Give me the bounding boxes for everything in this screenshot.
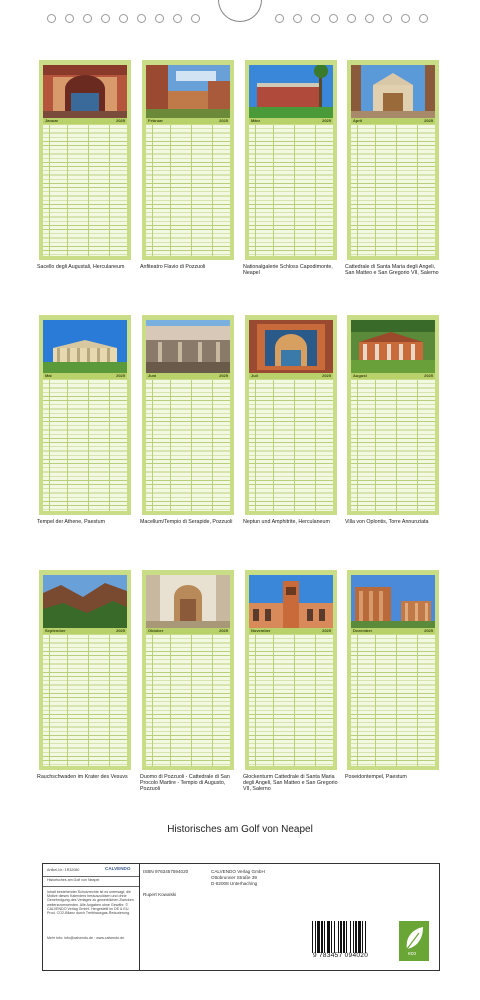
- month-name: Mai: [45, 373, 52, 378]
- month-name: Juli: [251, 373, 258, 378]
- month-card: [142, 570, 234, 770]
- month-name: August: [353, 373, 367, 378]
- month-header: [146, 118, 230, 124]
- calendar-title: Historisches am Golf von Neapel: [167, 824, 313, 835]
- month-card: [142, 60, 234, 260]
- month-year: 2025: [424, 118, 433, 123]
- article-number: Artikel-Nr.: 1R32080: [47, 868, 80, 872]
- binding-hole: [293, 14, 302, 23]
- month-card: [39, 60, 131, 260]
- eco-label: eco: [408, 951, 417, 957]
- photo-caption: Poseidontempel, Paestum: [345, 774, 407, 780]
- photo-caption: Sacello degli Augustali, Herculaneum: [37, 264, 125, 270]
- binding-hole: [347, 14, 356, 23]
- day-grid: [43, 635, 127, 766]
- month-photo: [43, 320, 127, 373]
- publisher-name: CALVENDO Verlag GmbH: [211, 869, 265, 874]
- photo-caption: Nationalgalerie Schloss Capodimonte, Neapel: [243, 264, 333, 277]
- month-name: Februar: [148, 118, 163, 123]
- product-subtitle: Historisches am Golf von Neapel: [47, 878, 100, 882]
- month-year: 2025: [116, 118, 125, 123]
- binding-hole: [101, 14, 110, 23]
- month-name: April: [353, 118, 363, 123]
- binding-hole: [83, 14, 92, 23]
- day-grid: [249, 635, 333, 766]
- month-name: Januar: [45, 118, 59, 123]
- month-photo: [249, 65, 333, 118]
- month-header: [249, 373, 333, 379]
- binding-hole: [155, 14, 164, 23]
- month-year: 2025: [219, 118, 228, 123]
- day-grid: [43, 125, 127, 256]
- month-photo: [146, 320, 230, 373]
- month-name: Juni: [148, 373, 157, 378]
- month-card: [245, 60, 337, 260]
- month-header: [43, 118, 127, 124]
- photo-caption: Neptun und Amphitrite, Herculaneum: [243, 519, 330, 525]
- month-year: 2025: [322, 628, 331, 633]
- day-grid: [249, 125, 333, 256]
- day-grid: [146, 635, 230, 766]
- photo-caption: Macellum/Tempio di Serapide, Pozzuoli: [140, 519, 233, 525]
- binding-hole: [419, 14, 428, 23]
- photo-caption: Tempel der Athene, Paestum: [37, 519, 106, 525]
- product-info-box: [42, 863, 440, 971]
- day-grid: [146, 380, 230, 511]
- photo-caption: Glockenturm Cattedrale di Santa Maria degli Angeli, San Matteo e San Gregorio VII, Salerno: [243, 774, 338, 793]
- eco-logo: [399, 921, 429, 961]
- month-header: [43, 628, 127, 634]
- month-card: [39, 570, 131, 770]
- month-header: [249, 628, 333, 634]
- month-name: Dezember: [353, 628, 373, 633]
- month-name: September: [45, 628, 66, 633]
- photo-caption: Cattedrale di Santa Maria degli Angeli, San Matteo e San Gregorio VII, Salerno: [345, 264, 439, 277]
- binding-hole: [329, 14, 338, 23]
- binding-hole: [173, 14, 182, 23]
- binding-hole: [47, 14, 56, 23]
- month-name: November: [251, 628, 271, 633]
- binding-hole: [191, 14, 200, 23]
- month-year: 2025: [219, 373, 228, 378]
- month-year: 2025: [116, 628, 125, 633]
- month-card: [39, 315, 131, 515]
- month-photo: [351, 320, 435, 373]
- publisher-city: D-82008 Unterhaching: [211, 881, 258, 886]
- month-header: [146, 628, 230, 634]
- month-card: [245, 315, 337, 515]
- binding-hole: [275, 14, 284, 23]
- month-year: 2025: [424, 373, 433, 378]
- binding-hole: [65, 14, 74, 23]
- month-card: [347, 60, 439, 260]
- month-header: [146, 373, 230, 379]
- binding-hole: [119, 14, 128, 23]
- month-year: 2025: [424, 628, 433, 633]
- month-photo: [249, 320, 333, 373]
- binding-hole: [401, 14, 410, 23]
- day-grid: [43, 380, 127, 511]
- day-grid: [249, 380, 333, 511]
- month-card: [245, 570, 337, 770]
- month-photo: [351, 65, 435, 118]
- month-year: 2025: [219, 628, 228, 633]
- month-photo: [43, 65, 127, 118]
- binding-hole: [383, 14, 392, 23]
- photo-caption: Villa von Oplontis, Torre Annunziata: [345, 519, 429, 525]
- photo-caption: Anfiteatro Flavio di Pozzuoli: [140, 264, 206, 270]
- author: Rupert Kowalski: [143, 892, 177, 897]
- day-grid: [146, 125, 230, 256]
- binding-hole: [137, 14, 146, 23]
- month-header: [43, 373, 127, 379]
- publisher-street: Ottobrunner Straße 39: [211, 875, 257, 880]
- calvendo-logo: CALVENDO: [105, 866, 131, 871]
- month-photo: [249, 575, 333, 628]
- month-photo: [146, 65, 230, 118]
- binding-hole: [365, 14, 374, 23]
- month-card: [347, 570, 439, 770]
- month-card: [347, 315, 439, 515]
- month-name: März: [251, 118, 261, 123]
- day-grid: [351, 380, 435, 511]
- hanger-cutout: [218, 0, 262, 22]
- month-header: [351, 373, 435, 379]
- binding-hole: [311, 14, 320, 23]
- month-photo: [351, 575, 435, 628]
- month-card: [142, 315, 234, 515]
- legal-disclaimer: Inhalt bestehender Schutzrechte ist es untersagt, die Motive dieses Kalenders herauszulösen und ohne Genehmigung des Verlages zu gewerblichen Zwecken weiterzuverwenden. Alle Angaben ohne Gewähr. © CALVENDO Verlag GmbH. Hergestellt im DE & EU. Prod. CO2-Bilanz durch Treibhausgas-Reduzierung.: [47, 890, 134, 916]
- month-year: 2025: [116, 373, 125, 378]
- day-grid: [351, 635, 435, 766]
- month-name: Oktober: [148, 628, 164, 633]
- month-photo: [146, 575, 230, 628]
- barcode-number: 9 783457 094020: [313, 952, 369, 959]
- month-header: [249, 118, 333, 124]
- month-year: 2025: [322, 118, 331, 123]
- web-info: Mehr Info: info@calvendo.de · www.calvendo.de: [47, 936, 125, 940]
- isbn: ISBN 9783457594020: [143, 869, 189, 874]
- photo-caption: Duomo di Pozzuoli - Cattedrale di San Procolo Martire - Tempio di Augusto, Pozzuoli: [140, 774, 230, 793]
- month-photo: [43, 575, 127, 628]
- month-header: [351, 118, 435, 124]
- month-year: 2025: [322, 373, 331, 378]
- day-grid: [351, 125, 435, 256]
- month-header: [351, 628, 435, 634]
- barcode: [311, 921, 383, 961]
- photo-caption: Rauchschwaden im Krater des Vesuvs: [37, 774, 128, 780]
